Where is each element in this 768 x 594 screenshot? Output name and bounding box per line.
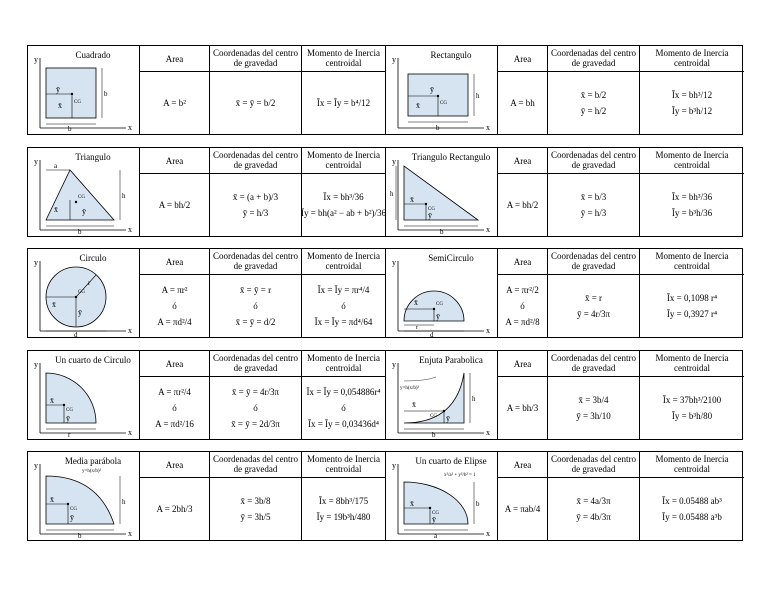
svg-text:x: x xyxy=(486,326,490,335)
svg-text:y: y xyxy=(34,360,38,369)
svg-text:x²/a² + y²/b² = 1: x²/a² + y²/b² = 1 xyxy=(444,473,476,478)
svg-text:ȳ: ȳ xyxy=(82,207,86,216)
area-header: Area xyxy=(513,156,532,166)
svg-text:x: x xyxy=(128,428,132,437)
svg-text:ȳ: ȳ xyxy=(428,211,432,220)
svg-text:x: x xyxy=(486,529,490,538)
coords-cell xyxy=(210,249,302,337)
formula-line: x̄ = b/3 xyxy=(580,192,607,202)
formula-line: ó xyxy=(172,403,177,413)
coords-formulas xyxy=(548,377,639,439)
svg-text:y=h(x/b)²: y=h(x/b)² xyxy=(400,386,420,391)
area-formulas xyxy=(498,174,547,236)
inertia-header: Momento de Inercia centroidal xyxy=(655,150,729,170)
coords-formulas xyxy=(210,377,301,439)
formula-line: ȳ = h/3 xyxy=(580,208,607,218)
formula-line: Īx = Īy = b⁴/12 xyxy=(316,98,371,108)
shape-name: Un cuarto de Circulo xyxy=(55,355,131,365)
formula-line: Īy = 19b³h/480 xyxy=(316,512,371,522)
formula-line: ȳ = 3h/10 xyxy=(576,411,611,421)
inertia-header: Momento de Inercia centroidal xyxy=(307,48,380,68)
svg-text:x̄: x̄ xyxy=(414,298,418,307)
svg-text:d: d xyxy=(74,331,78,337)
figure-cell xyxy=(28,46,140,134)
inertia-header: Momento de Inercia centroidal xyxy=(307,150,380,170)
coords-header: Coordenadas del centro de gravedad xyxy=(213,353,298,373)
inertia-formulas xyxy=(640,174,744,236)
svg-text:b: b xyxy=(104,90,108,98)
coords-header: Coordenadas del centro de gravedad xyxy=(551,353,636,373)
svg-text:b: b xyxy=(78,532,82,540)
svg-text:CG: CG xyxy=(428,207,435,212)
inertia-formulas xyxy=(302,275,385,337)
figure-cell xyxy=(386,148,498,236)
area-header: Area xyxy=(165,257,184,267)
inertia-formulas xyxy=(302,377,385,439)
inertia-formulas xyxy=(302,72,385,134)
formula-line: A = 2bh/3 xyxy=(156,504,193,514)
formula-row xyxy=(27,350,743,440)
svg-text:CG: CG xyxy=(430,414,437,419)
formula-line: x̄ = ȳ = b/2 xyxy=(235,98,276,108)
formula-line: ó xyxy=(520,301,525,311)
svg-text:x̄: x̄ xyxy=(52,300,56,309)
inertia-cell xyxy=(302,452,386,540)
figure-cell xyxy=(28,351,140,439)
formula-line: A = πd²/16 xyxy=(155,419,194,429)
svg-text:b: b xyxy=(68,125,72,133)
area-cell xyxy=(498,46,548,134)
formula-line: ó xyxy=(341,301,346,311)
svg-text:y: y xyxy=(34,55,38,64)
svg-text:x: x xyxy=(486,225,490,234)
formula-line: ȳ = h/2 xyxy=(580,106,607,116)
svg-text:x: x xyxy=(128,326,132,335)
area-formulas xyxy=(498,377,547,439)
formula-line: ȳ = h/3 xyxy=(242,208,269,218)
inertia-cell xyxy=(640,249,744,337)
shape-name: Cuadrado xyxy=(75,50,111,60)
svg-text:h: h xyxy=(122,498,126,506)
svg-text:r: r xyxy=(88,279,91,287)
area-header: Area xyxy=(165,359,184,369)
area-cell xyxy=(140,148,210,236)
svg-text:b: b xyxy=(436,124,440,132)
area-formulas xyxy=(498,72,547,134)
coords-cell xyxy=(548,249,640,337)
svg-text:ȳ: ȳ xyxy=(430,85,434,94)
svg-text:r: r xyxy=(68,431,71,439)
coords-cell xyxy=(210,46,302,134)
coords-cell xyxy=(548,452,640,540)
svg-text:ȳ: ȳ xyxy=(78,308,82,317)
formula-line: Īx = 8bh³/175 xyxy=(318,496,369,506)
area-formulas xyxy=(140,478,209,540)
svg-text:b: b xyxy=(78,228,82,236)
shape-name: Triangulo Rectangulo xyxy=(411,152,491,162)
inertia-cell xyxy=(640,148,744,236)
formula-line: Īy = bh(a² − ab + b²)/36 xyxy=(300,208,387,218)
svg-text:y: y xyxy=(34,157,38,166)
formula-line: Īx = Īy = 0,054886r⁴ xyxy=(306,387,381,397)
figure-cell xyxy=(386,351,498,439)
coords-header: Coordenadas del centro de gravedad xyxy=(213,251,298,271)
area-formulas xyxy=(498,275,547,337)
coords-cell xyxy=(210,148,302,236)
formula-line: Īy = b³h/80 xyxy=(671,411,713,421)
coords-header: Coordenadas del centro de gravedad xyxy=(213,48,298,68)
svg-text:a: a xyxy=(434,532,438,540)
coords-formulas xyxy=(548,72,639,134)
area-header: Area xyxy=(165,460,184,470)
area-header: Area xyxy=(513,257,532,267)
formula-line: A = πr² xyxy=(161,285,188,295)
inertia-header: Momento de Inercia centroidal xyxy=(655,48,729,68)
formula-row xyxy=(27,451,743,541)
svg-text:y: y xyxy=(392,360,396,369)
figure-cell xyxy=(28,249,140,337)
formula-line: x̄ = ȳ = r xyxy=(239,285,272,295)
inertia-cell xyxy=(302,249,386,337)
formula-line: x̄ = (a + b)/3 xyxy=(232,192,279,202)
shape-name: Un cuarto de Elipse xyxy=(415,456,487,466)
shape-name: Triangulo xyxy=(75,152,111,162)
svg-text:ȳ: ȳ xyxy=(436,312,440,321)
area-cell xyxy=(140,351,210,439)
coords-cell xyxy=(548,148,640,236)
svg-text:y: y xyxy=(392,157,396,166)
area-formulas xyxy=(140,275,209,337)
formula-line: ó xyxy=(253,301,258,311)
svg-text:x: x xyxy=(486,123,490,132)
figure-cell xyxy=(28,148,140,236)
formula-line: ó xyxy=(253,403,258,413)
formula-line: A = πab/4 xyxy=(504,504,541,514)
formula-line: A = πr²/2 xyxy=(506,285,539,295)
inertia-cell xyxy=(302,46,386,134)
formula-line: Īx = bh³/36 xyxy=(323,192,364,202)
area-formulas xyxy=(498,478,547,540)
coords-formulas xyxy=(548,478,639,540)
area-cell xyxy=(498,351,548,439)
coords-header: Coordenadas del centro de gravedad xyxy=(551,48,636,68)
svg-text:y: y xyxy=(392,461,396,470)
formula-line: Īx = 0,1098 r⁴ xyxy=(666,293,718,303)
formula-line: x̄ = b/2 xyxy=(580,90,607,100)
formula-line: A = bh xyxy=(510,98,535,108)
svg-text:CG: CG xyxy=(440,101,447,106)
area-cell xyxy=(140,249,210,337)
formula-row xyxy=(27,45,743,135)
area-formulas xyxy=(140,377,209,439)
figure-cell xyxy=(386,452,498,540)
figure-cell xyxy=(386,249,498,337)
area-formulas xyxy=(140,174,209,236)
coords-header: Coordenadas del centro de gravedad xyxy=(551,251,636,271)
area-header: Area xyxy=(165,156,184,166)
svg-text:CG: CG xyxy=(436,302,443,307)
formula-line: A = bh/2 xyxy=(158,200,191,210)
area-header: Area xyxy=(513,54,532,64)
shape-name: Circulo xyxy=(79,253,107,263)
formula-line: x̄ = 3b/8 xyxy=(240,496,271,506)
svg-text:CG: CG xyxy=(74,100,81,105)
formula-line: Īx = 37bh³/2100 xyxy=(662,395,722,405)
svg-text:CG: CG xyxy=(70,507,77,512)
coords-formulas xyxy=(210,478,301,540)
formula-line: A = b² xyxy=(163,98,186,108)
inertia-cell xyxy=(640,46,744,134)
coords-formulas xyxy=(210,174,301,236)
area-formulas xyxy=(140,72,209,134)
inertia-header: Momento de Inercia centroidal xyxy=(655,251,729,271)
formula-line: Īy = 0.05488 a³b xyxy=(662,512,722,522)
formula-line: Īx = bh³/36 xyxy=(671,192,713,202)
coords-formulas xyxy=(210,72,301,134)
formula-line: x̄ = r xyxy=(584,293,603,303)
svg-text:x̄: x̄ xyxy=(50,396,54,405)
svg-text:h: h xyxy=(476,92,480,100)
coords-header: Coordenadas del centro de gravedad xyxy=(551,454,636,474)
formula-line: A = πd²/4 xyxy=(157,317,192,327)
inertia-cell xyxy=(302,351,386,439)
formula-line: A = πr²/4 xyxy=(158,387,191,397)
inertia-cell xyxy=(302,148,386,236)
svg-text:a: a xyxy=(54,162,58,170)
svg-text:x̄: x̄ xyxy=(50,495,54,504)
inertia-formulas xyxy=(640,478,744,540)
inertia-header: Momento de Inercia centroidal xyxy=(655,353,729,373)
area-cell xyxy=(140,452,210,540)
svg-text:x: x xyxy=(128,225,132,234)
inertia-formulas xyxy=(640,377,744,439)
svg-text:y=h(x/b)²: y=h(x/b)² xyxy=(82,469,102,474)
shape-name: Rectangulo xyxy=(430,50,472,60)
coords-header: Coordenadas del centro de gravedad xyxy=(213,454,298,474)
formula-line: Īy = 0,3927 r⁴ xyxy=(666,309,718,319)
svg-text:x: x xyxy=(128,123,132,132)
svg-text:CG: CG xyxy=(78,195,85,200)
svg-text:b: b xyxy=(476,500,480,508)
svg-text:ȳ: ȳ xyxy=(66,414,70,423)
formula-line: Īy = b³h/36 xyxy=(671,208,713,218)
coords-header: Coordenadas del centro de gravedad xyxy=(551,150,636,170)
inertia-formulas xyxy=(640,72,744,134)
formula-line: ȳ = 3h/5 xyxy=(240,512,271,522)
figure-cell xyxy=(386,46,498,134)
formula-line: Īy = b³h/12 xyxy=(671,106,713,116)
inertia-header: Momento de Inercia centroidal xyxy=(307,454,380,474)
formula-row xyxy=(27,248,743,338)
svg-text:y: y xyxy=(34,258,38,267)
svg-text:x̄: x̄ xyxy=(412,400,416,409)
inertia-cell xyxy=(640,351,744,439)
svg-text:x: x xyxy=(486,428,490,437)
formula-line: x̄ = 3b/4 xyxy=(578,395,609,405)
inertia-formulas xyxy=(302,478,385,540)
coords-cell xyxy=(548,46,640,134)
shape-name: SemiCirculo xyxy=(428,253,474,263)
svg-text:d: d xyxy=(430,331,434,337)
svg-text:b: b xyxy=(440,228,444,236)
svg-text:CG: CG xyxy=(78,290,85,295)
area-cell xyxy=(498,148,548,236)
formula-line: Īx = Īy = πr⁴/4 xyxy=(317,285,370,295)
svg-text:x̄: x̄ xyxy=(416,101,420,110)
coords-header: Coordenadas del centro de gravedad xyxy=(213,150,298,170)
inertia-cell xyxy=(640,452,744,540)
inertia-formulas xyxy=(302,174,385,236)
area-header: Area xyxy=(165,54,184,64)
formula-line: ȳ = 4b/3π xyxy=(576,512,611,522)
svg-text:ȳ: ȳ xyxy=(446,414,450,423)
figure-cell xyxy=(28,452,140,540)
coords-formulas xyxy=(210,275,301,337)
formula-line: ó xyxy=(341,403,346,413)
formula-line: Īx = Īy = 0,03436d⁴ xyxy=(307,419,380,429)
svg-text:h: h xyxy=(122,192,126,200)
svg-text:ȳ: ȳ xyxy=(70,513,74,522)
svg-text:r: r xyxy=(416,325,418,331)
svg-text:x̄: x̄ xyxy=(58,101,62,110)
svg-text:x̄: x̄ xyxy=(410,195,414,204)
svg-text:x: x xyxy=(128,529,132,538)
formula-line: Īx = Īy = πd⁴/64 xyxy=(314,317,373,327)
svg-text:h: h xyxy=(472,395,476,403)
formula-line: x̄ = ȳ = 4r/3π xyxy=(231,387,280,397)
area-header: Area xyxy=(513,460,532,470)
shape-name: Enjuta Parabolica xyxy=(419,355,483,365)
svg-text:CG: CG xyxy=(432,511,439,516)
inertia-header: Momento de Inercia centroidal xyxy=(307,251,380,271)
svg-text:b: b xyxy=(432,431,436,439)
coords-formulas xyxy=(548,174,639,236)
formula-row xyxy=(27,147,743,237)
formula-line: ó xyxy=(172,301,177,311)
formula-line: x̄ = ȳ = 2d/3π xyxy=(231,419,280,429)
svg-text:x̄: x̄ xyxy=(410,499,414,508)
formula-line: x̄ = ȳ = d/2 xyxy=(235,317,276,327)
formula-line: x̄ = 4a/3π xyxy=(576,496,611,506)
area-cell xyxy=(140,46,210,134)
formula-line: A = bh/3 xyxy=(506,403,539,413)
svg-text:x̄: x̄ xyxy=(54,205,58,214)
svg-text:y: y xyxy=(392,55,396,64)
coords-cell xyxy=(210,351,302,439)
area-header: Area xyxy=(513,359,532,369)
shape-name: Media parábola xyxy=(64,456,122,466)
svg-text:CG: CG xyxy=(66,408,73,413)
formula-line: A = bh/2 xyxy=(506,200,539,210)
svg-text:ȳ: ȳ xyxy=(56,85,60,94)
inertia-header: Momento de Inercia centroidal xyxy=(655,454,729,474)
formula-line: ȳ = 4r/3π xyxy=(576,309,611,319)
svg-text:y: y xyxy=(34,461,38,470)
coords-formulas xyxy=(548,275,639,337)
formula-line: Īx = 0.05488 ab³ xyxy=(662,496,722,506)
formula-line: A = πd²/8 xyxy=(505,317,540,327)
coords-cell xyxy=(548,351,640,439)
inertia-formulas xyxy=(640,275,744,337)
svg-text:ȳ: ȳ xyxy=(432,515,436,524)
coords-cell xyxy=(210,452,302,540)
formula-line: Īx = bh³/12 xyxy=(671,90,713,100)
svg-text:h: h xyxy=(390,190,394,198)
area-cell xyxy=(498,452,548,540)
inertia-header: Momento de Inercia centroidal xyxy=(307,353,380,373)
area-cell xyxy=(498,249,548,337)
svg-text:y: y xyxy=(392,258,396,267)
